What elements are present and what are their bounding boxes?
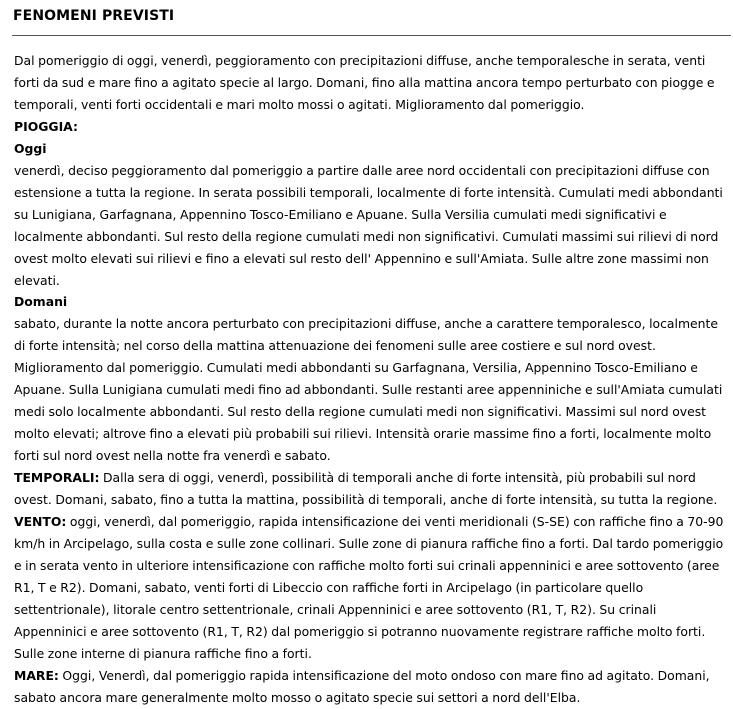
vento-text: oggi, venerdì, dal pomeriggio, rapida intensificazione dei venti meridionali (S-SE) con raffiche fino a 70-90 km/h in Arcipelago, sulla costa e sulle zone collinari. Sulle zone di pianura raffiche fino a forti. Dal tardo pomeriggio e in serata vento in ulteriore intensificazione con raffiche molto forti sui crinali appenninici e aree sottovento (aree R1, T e R2). Domani, sabato, venti forti di Libeccio con raffiche forti in Arcipelago (in particolare quello settentrionale), litorale centro settentrionale, crinali Appenninici e aree sottovento (R1, T, R2). Su crinali Appenninici e aree sottovento (R1, T, R2) dal pomeriggio si potranno nuovamente registrare raffiche molto forti. Sulle zone interne di pianura raffiche fino a forti. — [14, 514, 724, 661]
oggi-label: Oggi — [14, 140, 47, 156]
pioggia-oggi-heading — [14, 138, 724, 160]
intro-paragraph: Dal pomeriggio di oggi, venerdì, peggioramento con precipitazioni diffuse, anche temporalesche in serata, venti forti da sud e mare fino a agitato specie al largo. Domani, fino alla mattina ancora tempo perturbato con piogge e temporali, venti forti occidentali e mari molto mossi o agitati. Miglioramento dal pomeriggio. — [14, 53, 715, 112]
pioggia-label: PIOGGIA: — [14, 118, 78, 134]
pioggia-oggi-text: venerdì, deciso peggioramento dal pomeriggio a partire dalle aree nord occidentali con precipitazioni diffuse con estensione a tutta la regione. In serata possibili temporali, localmente di forte intensità. Cumulati medi abbondanti su Lunigiana, Garfagnana, Appennino Tosco-Emiliano e Apuane. Sulla Versilia cumulati medi significativi e localmente abbondanti. Sul resto della regione cumulati medi non significativi. Cumulati massimi sui rilievi di nord ovest molto elevati sui rilievi e fino a elevati sul resto dell' Appennino e sull'Amiata. Sulle altre zone massimi non elevati. — [14, 162, 723, 288]
temporali-label: TEMPORALI: — [14, 470, 100, 486]
temporali-section — [14, 467, 724, 511]
pioggia-domani-heading — [14, 291, 724, 313]
vento-label: VENTO: — [14, 514, 67, 530]
vento-section — [14, 511, 724, 665]
title-divider — [12, 35, 731, 36]
mare-text: Oggi, Venerdì, dal pomeriggio rapida intensificazione del moto ondoso con mare fino ad agitato. Domani, sabato ancora mare generalmente molto mosso o agitato specie sui settori a nord dell'Elba. — [14, 667, 710, 705]
mare-section — [14, 665, 724, 709]
domani-label: Domani — [14, 294, 68, 310]
page-title: FENOMENI PREVISTI — [13, 8, 175, 24]
pioggia-section — [14, 116, 724, 138]
mare-label: MARE: — [14, 667, 59, 683]
temporali-text: Dalla sera di oggi, venerdì, possibilità di temporali anche di forte intensità, più probabili sul nord ovest. Domani, sabato, fino a tutta la mattina, possibilità di temporali, anche di forte intensità, su tutta la regione. — [14, 470, 718, 508]
pioggia-domani-text: sabato, durante la notte ancora perturbato con precipitazioni diffuse, anche a carattere temporalesco, localmente di forte intensità; nel corso della mattina attenuazione dei fenomeni sulle aree costiere e sul nord ovest. Miglioramento dal pomeriggio. Cumulati medi abbondanti su Garfagnana, Versilia, Appennino Tosco-Emiliano e Apuane. Sulla Lunigiana cumulati medi fino ad abbondanti. Sulle restanti aree appenniniche e sull'Amiata cumulati medi solo localmente abbondanti. Sul resto della regione cumulati medi non significativi. Massimi sul nord ovest molto elevati; altrove fino a elevati più probabili sui rilievi. Intensità orarie massime fino a forti, localmente molto forti sul nord ovest nella notte fra venerdì e sabato. — [14, 316, 723, 464]
forecast-body — [14, 50, 724, 709]
